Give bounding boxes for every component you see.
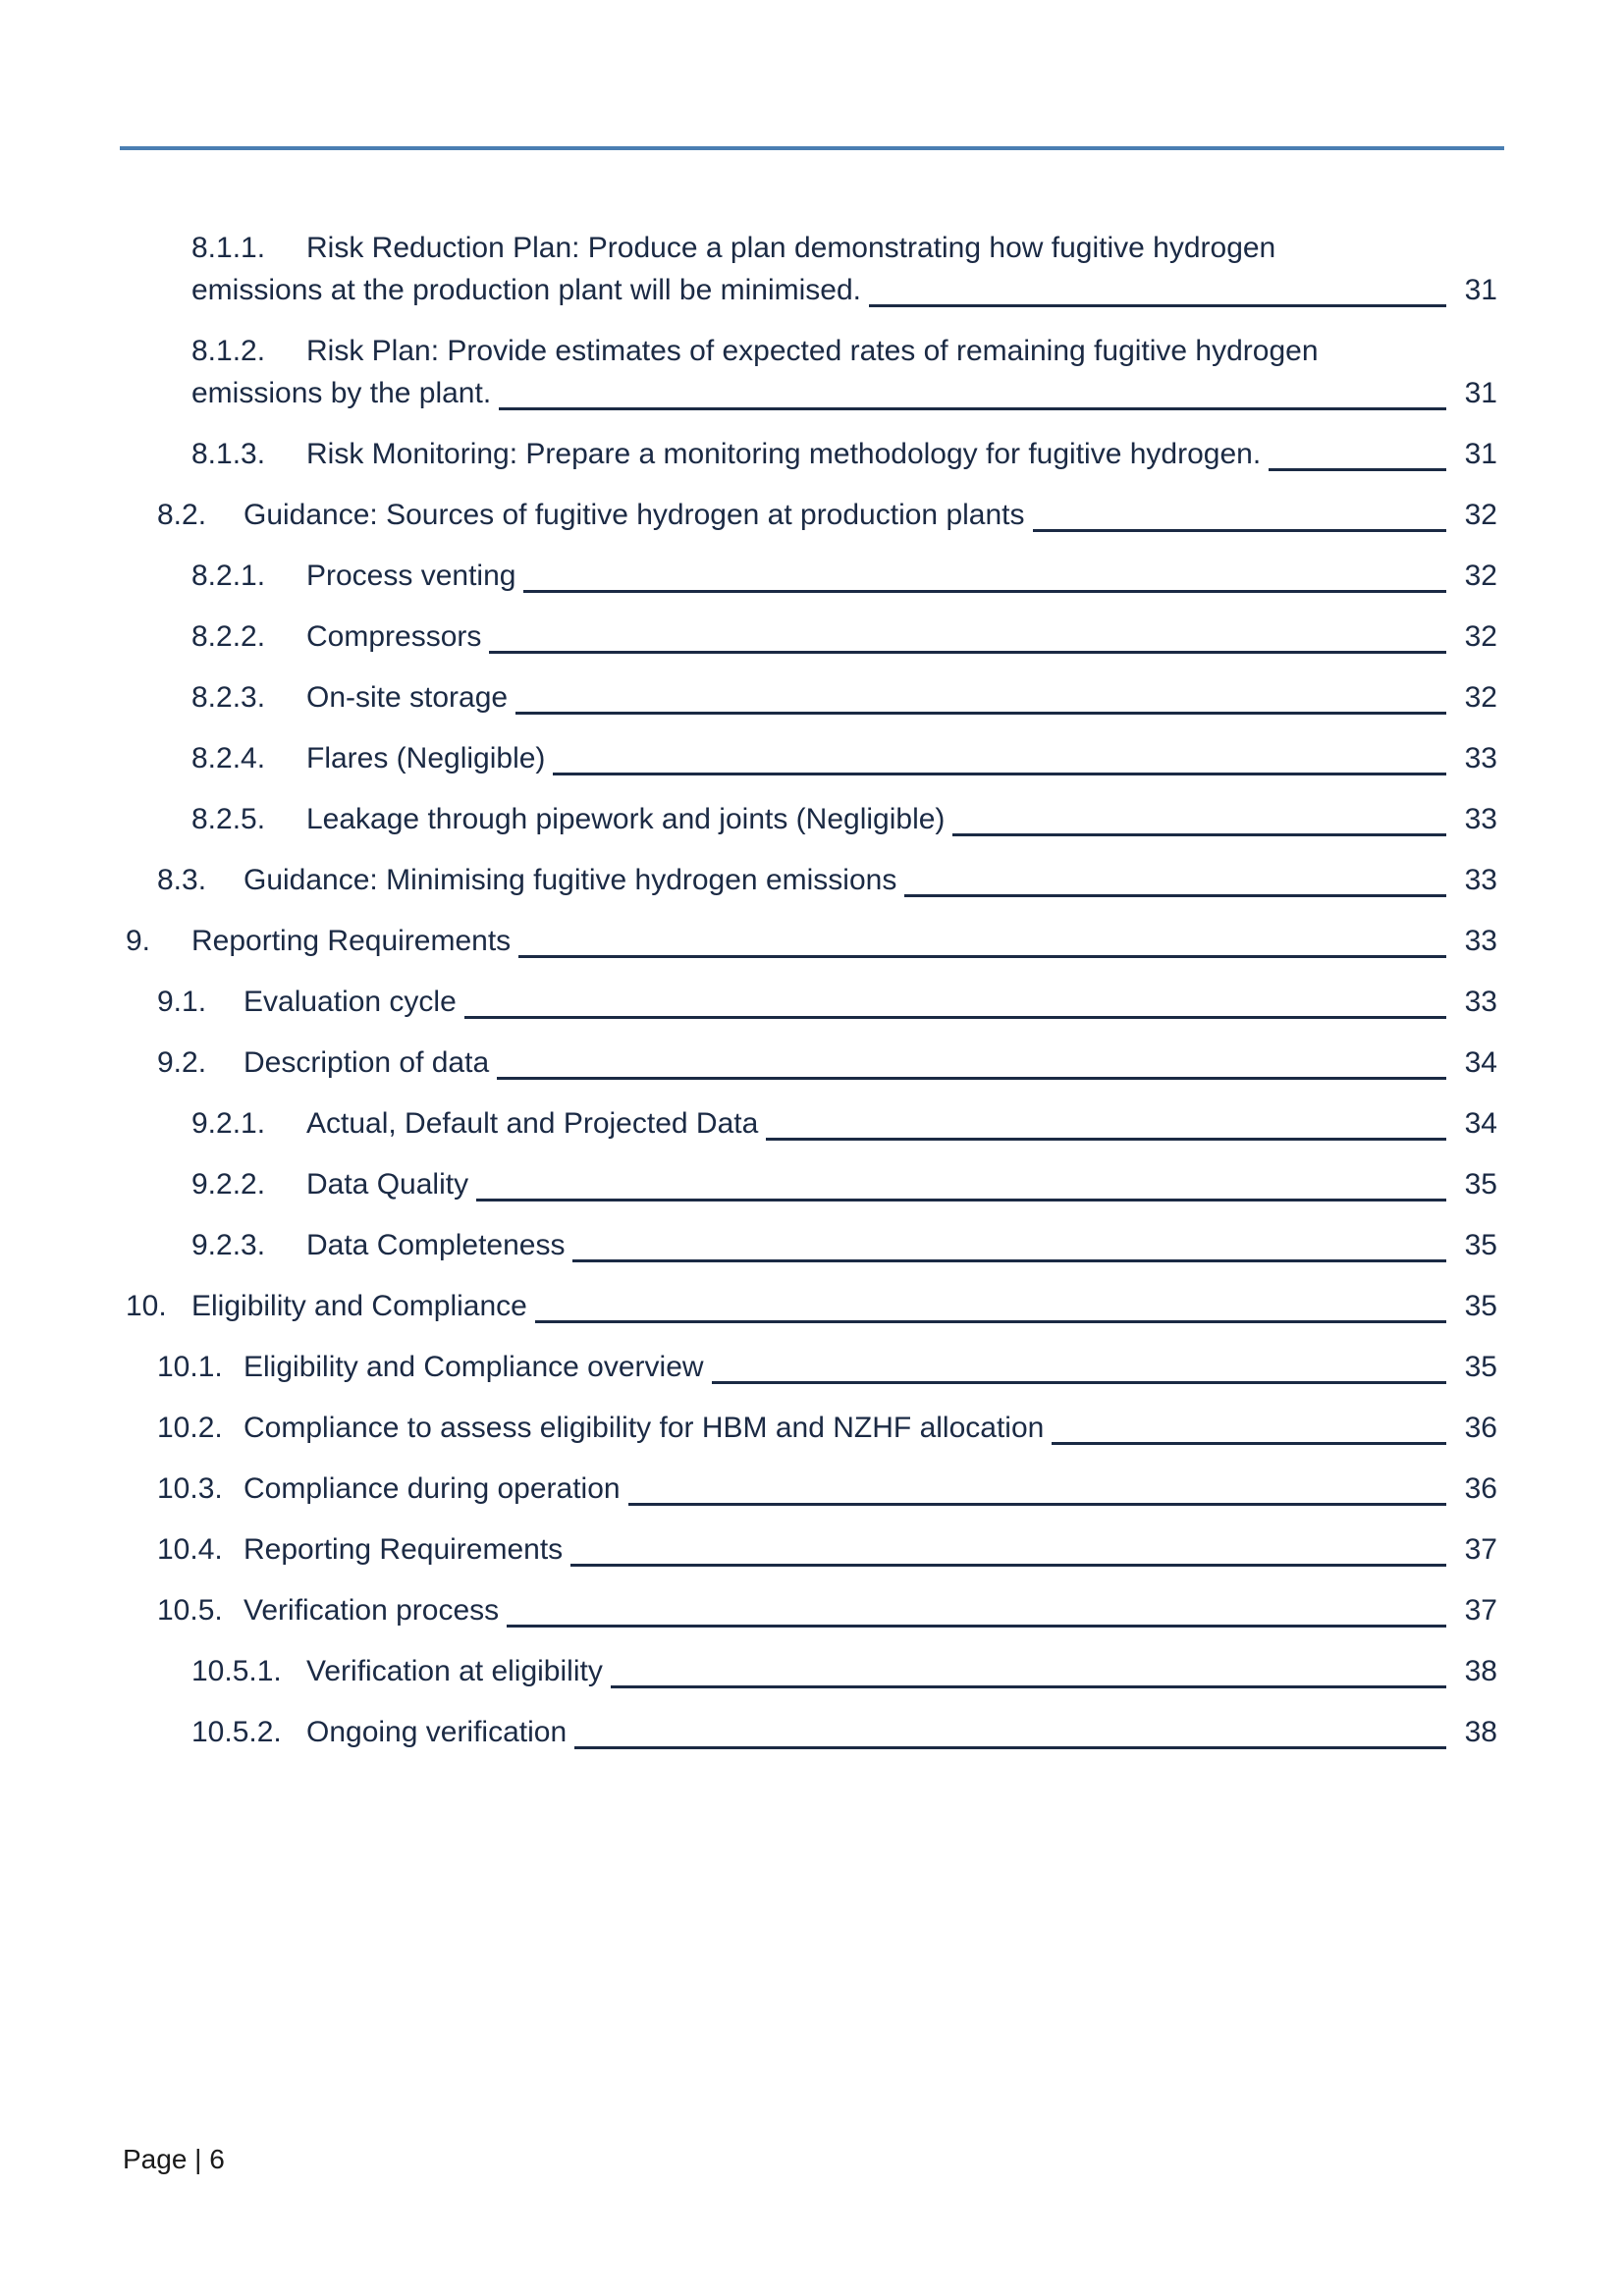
toc-entry-number: 9.2.3. — [191, 1229, 266, 1261]
toc-leader-line — [515, 705, 1446, 715]
toc-entry[interactable] — [0, 1468, 1624, 1510]
toc-leader-line — [1052, 1435, 1446, 1445]
toc-entry-number: 8.2.4. — [191, 742, 266, 774]
toc-leader-line — [570, 1557, 1446, 1567]
toc-page-number: 33 — [1464, 925, 1497, 957]
toc-page-number: 34 — [1464, 1107, 1497, 1140]
toc-entry-text: Eligibility and Compliance — [191, 1290, 527, 1322]
toc-entry-number: 8.2.1. — [191, 560, 266, 592]
toc-entry-text: Data Quality — [306, 1168, 469, 1201]
toc-entry[interactable] — [0, 1650, 1624, 1692]
toc-leader-line — [518, 948, 1446, 958]
toc-entry[interactable] — [0, 1163, 1624, 1205]
toc-entry[interactable] — [0, 981, 1624, 1023]
toc-entry[interactable] — [0, 555, 1624, 597]
toc-entry[interactable] — [0, 1285, 1624, 1327]
toc-entry-text: Evaluation cycle — [244, 986, 457, 1018]
toc-page-number: 38 — [1464, 1716, 1497, 1748]
toc-leader-line — [507, 1618, 1446, 1628]
toc-leader-line — [535, 1313, 1446, 1323]
toc-entry[interactable] — [0, 1346, 1624, 1388]
toc-entry-number: 10.3. — [157, 1472, 223, 1505]
toc-entry-text: Leakage through pipework and joints (Negligible) — [306, 803, 946, 835]
toc-leader-line — [1269, 461, 1446, 471]
toc-leader-line — [766, 1131, 1446, 1141]
toc-entry-number: 10. — [126, 1290, 167, 1322]
toc-page-number: 38 — [1464, 1655, 1497, 1687]
toc-entry[interactable] — [0, 1589, 1624, 1631]
toc-page-number: 36 — [1464, 1412, 1497, 1444]
toc-entry-text: On-site storage — [306, 681, 509, 714]
toc-entry-text: Description of data — [244, 1046, 490, 1079]
toc-page-number: 33 — [1464, 986, 1497, 1018]
toc-entry[interactable] — [0, 1528, 1624, 1571]
toc-leader-line — [497, 1070, 1446, 1080]
toc-entry-number: 9.2.2. — [191, 1168, 266, 1201]
toc-entry-number: 8.2.3. — [191, 681, 266, 714]
toc-entry-number: 8.3. — [157, 864, 207, 896]
toc-leader-line — [489, 644, 1446, 654]
toc-entry[interactable] — [0, 433, 1624, 475]
toc-entry-text: Guidance: Minimising fugitive hydrogen emissions — [244, 864, 897, 896]
toc-entry[interactable] — [0, 330, 1624, 414]
toc-leader-line — [572, 1253, 1446, 1262]
toc-leader-line — [523, 583, 1446, 593]
toc-entry[interactable] — [0, 737, 1624, 779]
toc-entry[interactable] — [0, 1102, 1624, 1145]
toc-entry-text: Ongoing verification — [306, 1716, 568, 1748]
toc-page-number: 33 — [1464, 803, 1497, 835]
toc-entry[interactable] — [0, 494, 1624, 536]
toc-entry[interactable] — [0, 1041, 1624, 1084]
toc-page-number: 36 — [1464, 1472, 1497, 1505]
toc-entry-number: 10.4. — [157, 1533, 223, 1566]
toc-entry-number: 8.1.2. — [191, 335, 266, 367]
toc-entry-number: 8.2.2. — [191, 620, 266, 653]
toc-entry-number: 9. — [126, 925, 151, 957]
toc-entry-text: Process venting — [306, 560, 516, 592]
toc-entry-number: 10.1. — [157, 1351, 223, 1383]
toc-leader-line — [499, 400, 1446, 410]
toc-page-number: 37 — [1464, 1533, 1497, 1566]
toc-entry-number: 8.2. — [157, 499, 207, 531]
toc-page-number: 35 — [1464, 1290, 1497, 1322]
toc-entry-text: Compliance during operation — [244, 1472, 621, 1505]
toc-entry[interactable] — [0, 859, 1624, 901]
toc-entry-text: Data Completeness — [306, 1229, 566, 1261]
toc-page-number: 35 — [1464, 1229, 1497, 1261]
toc-entry-text: emissions by the plant. — [191, 377, 492, 409]
toc-leader-line — [1033, 522, 1447, 532]
toc-entry[interactable] — [0, 227, 1624, 311]
toc-page-number: 35 — [1464, 1168, 1497, 1201]
toc-entry-number: 9.2. — [157, 1046, 207, 1079]
toc-entry-number: 10.5.2. — [191, 1716, 282, 1748]
toc-entry[interactable] — [0, 798, 1624, 840]
toc-leader-line — [574, 1739, 1446, 1749]
toc-entry-number: 10.5. — [157, 1594, 223, 1627]
table-of-contents — [0, 227, 1624, 1772]
toc-entry-text: Eligibility and Compliance overview — [244, 1351, 704, 1383]
toc-entry-text: Verification process — [244, 1594, 500, 1627]
toc-entry-text: Compressors — [306, 620, 482, 653]
toc-leader-line — [553, 766, 1446, 775]
toc-entry-text: Compliance to assess eligibility for HBM and NZHF allocation — [244, 1412, 1045, 1444]
toc-leader-line — [611, 1679, 1446, 1688]
toc-entry-number: 8.1.1. — [191, 232, 266, 264]
toc-entry-text: Guidance: Sources of fugitive hydrogen at production plants — [244, 499, 1025, 531]
page-footer: Page | 6 — [123, 2144, 225, 2174]
toc-entry[interactable] — [0, 1407, 1624, 1449]
toc-leader-line — [628, 1496, 1446, 1506]
toc-leader-line — [476, 1192, 1446, 1201]
toc-leader-line — [712, 1374, 1446, 1384]
toc-entry-text: Reporting Requirements — [191, 925, 512, 957]
toc-entry-text: Risk Plan: Provide estimates of expected rates of remaining fugitive hydrogen — [306, 335, 1319, 367]
toc-entry-number: 9.2.1. — [191, 1107, 266, 1140]
toc-entry[interactable] — [0, 615, 1624, 658]
toc-entry-text: Actual, Default and Projected Data — [306, 1107, 759, 1140]
toc-entry-number: 10.5.1. — [191, 1655, 282, 1687]
toc-leader-line — [952, 827, 1446, 836]
toc-leader-line — [464, 1009, 1446, 1019]
toc-entry-text: Verification at eligibility — [306, 1655, 603, 1687]
toc-page-number: 32 — [1464, 681, 1497, 714]
toc-page-number: 31 — [1464, 438, 1497, 470]
toc-page-number: 33 — [1464, 742, 1497, 774]
toc-entry-number: 8.2.5. — [191, 803, 266, 835]
toc-entry-number: 10.2. — [157, 1412, 223, 1444]
toc-entry-number: 9.1. — [157, 986, 207, 1018]
toc-page-number: 31 — [1464, 274, 1497, 306]
toc-page-number: 33 — [1464, 864, 1497, 896]
toc-page-number: 37 — [1464, 1594, 1497, 1627]
toc-page-number: 35 — [1464, 1351, 1497, 1383]
toc-page-number: 32 — [1464, 560, 1497, 592]
toc-entry-number: 8.1.3. — [191, 438, 266, 470]
toc-entry-text: Risk Monitoring: Prepare a monitoring methodology for fugitive hydrogen. — [306, 438, 1262, 470]
toc-entry[interactable] — [0, 1711, 1624, 1753]
toc-page-number: 32 — [1464, 620, 1497, 653]
toc-entry[interactable] — [0, 1224, 1624, 1266]
toc-entry[interactable] — [0, 676, 1624, 719]
toc-leader-line — [869, 297, 1446, 307]
toc-entry-text: Flares (Negligible) — [306, 742, 546, 774]
toc-entry-text: Risk Reduction Plan: Produce a plan demonstrating how fugitive hydrogen — [306, 232, 1276, 264]
toc-entry-text: Reporting Requirements — [244, 1533, 564, 1566]
toc-page-number: 34 — [1464, 1046, 1497, 1079]
toc-entry-text: emissions at the production plant will be minimised. — [191, 274, 861, 306]
toc-entry[interactable] — [0, 920, 1624, 962]
toc-page-number: 31 — [1464, 377, 1497, 409]
toc-leader-line — [904, 887, 1446, 897]
header-rule — [120, 146, 1504, 150]
toc-page-number: 32 — [1464, 499, 1497, 531]
